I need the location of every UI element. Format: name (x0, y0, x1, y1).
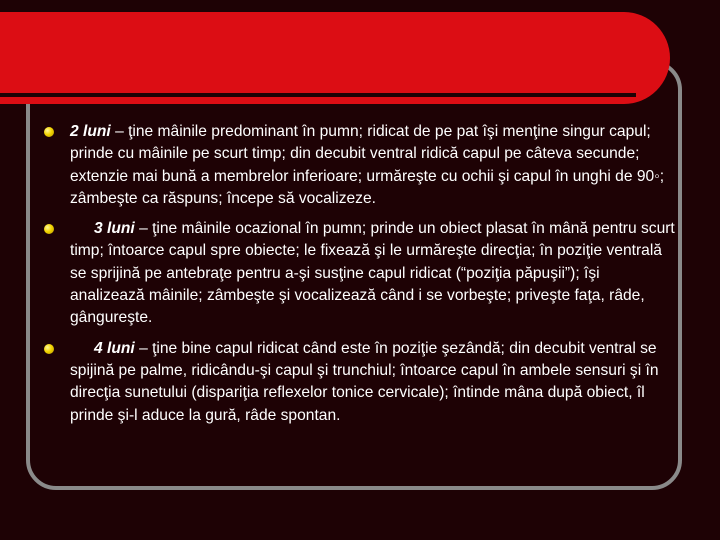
bullet-item-3-months (44, 218, 676, 329)
bullet-item-2-months (44, 121, 676, 210)
bullet-text (70, 218, 676, 329)
milestone-description: – ţine bine capul ridicat când este în poziţie şezândă; din decubit ventral se spijină pe palme, ridicându-şi capul şi trunchiul; întoarce capul în ambele sensuri şi în direcţia sunetului (dispariţia reflexelor tonice cervicale); întinde mâna după obiect, îl prinde şi-l aduce la gură, râde spontan. (70, 339, 659, 424)
age-term: 2 luni (70, 123, 111, 140)
title-bar (0, 12, 670, 104)
bullet-text (70, 121, 676, 210)
bullet-text (70, 338, 676, 427)
title-divider (0, 93, 636, 97)
age-term: 3 luni (94, 220, 135, 238)
bullet-dot-icon (44, 224, 54, 234)
milestone-description: – ţine mâinile predominant în pumn; ridicat de pe pat îşi menţine singur capul; prinde cu mâinile pe scurt timp; din decubit ventral ridică capul pe câteva secunde; extenzie mai bună a membrelor inferioare; urmăreşte cu ochii şi capul în unghi de 90◦; zâmbeşte ca răspuns; începe să vocalizeze. (70, 123, 665, 207)
milestone-description: – ţine mâinile ocazional în pumn; prinde un obiect plasat în mână pentru scurt timp; întoarce capul spre obiecte; le fixează şi le urmăreşte direcţia; în poziţie ventrală se sprijină pe antebraţe pentru a-şi susţine capul ridicat (“poziţia păpuşii”); îşi analizează mâinile; zâmbeşte şi vocalizează când i se vorbeşte; priveşte faţa, râde, gângureşte. (70, 220, 675, 327)
bullet-item-4-months (44, 338, 676, 427)
bullet-dot-icon (44, 344, 54, 354)
bullet-dot-icon (44, 127, 54, 137)
bullet-list (44, 121, 676, 435)
age-term: 4 luni (94, 339, 135, 357)
